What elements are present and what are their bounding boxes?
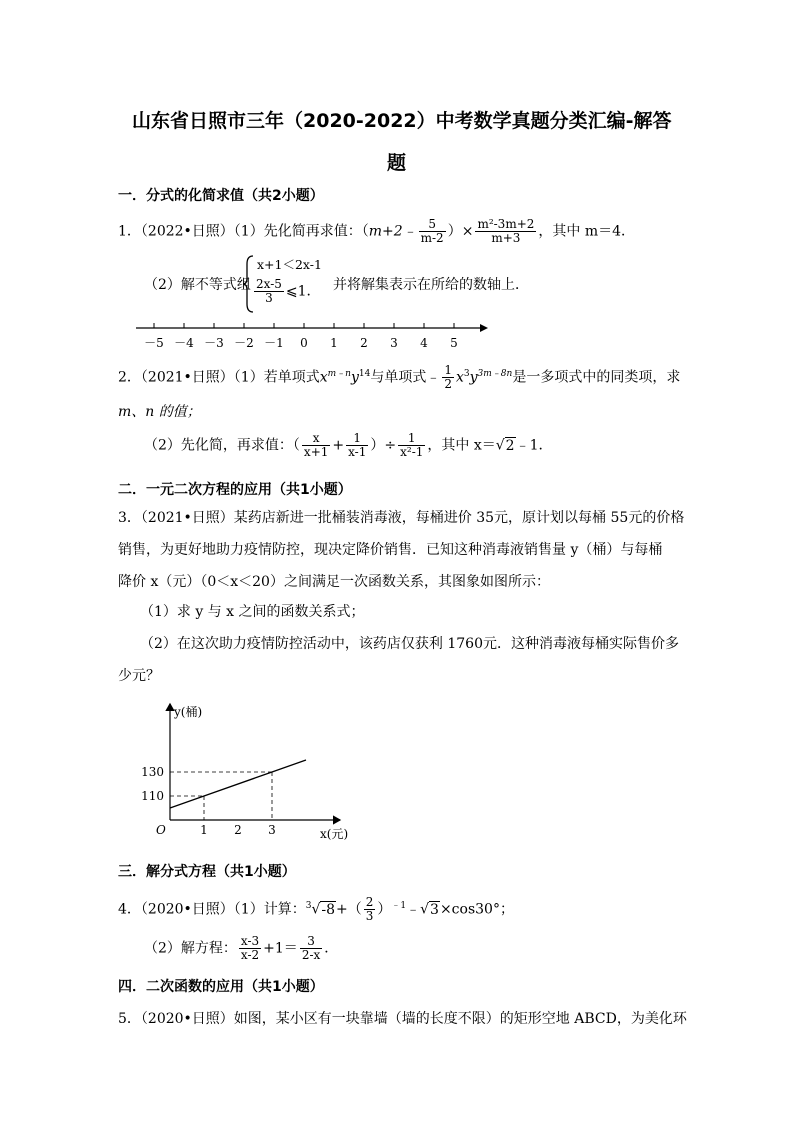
q1-part2-tail: 并将解集表示在所给的数轴上． — [333, 277, 529, 293]
q1-lead: 1．（2022•日照）（1）先化简再求值：（ — [118, 223, 369, 240]
question-4-part-1: 4．（2020•日照）（1）计算：$^3$√-8+（ $\frac{2}{3}$ ）$^{﹣1}$﹣√3×cos30°； — [118, 895, 514, 924]
question-2-part-1: 2．（2021•日照）（1）若单项式$x^{m﹣n}y^{14}$与单项式﹣ $\frac{1}{2}$ $x^3y^{3m﹣8n}$是一多项式中的同类项，求 — [118, 363, 681, 392]
page-title-cont: 题 — [387, 152, 407, 174]
q3-part1: （1）求 y 与 x 之间的函数关系式； — [140, 604, 365, 620]
q1-expr: m+2﹣ — [368, 223, 417, 240]
tick-label: 0 — [300, 336, 308, 350]
inequality-1: x+1＜2x-1 — [257, 257, 322, 272]
x-tick-label: 3 — [268, 823, 276, 837]
inequality-2: $\frac{2x-5}{3}$ ⩽1． — [256, 277, 321, 305]
tick-label: 1 — [330, 336, 338, 350]
fraction: $\frac{\text{m²-3m+2}}{m+3}$ — [477, 217, 535, 245]
q3-line3: 降价 x（元）（0＜x＜20）之间满足一次函数关系，其图象如图所示： — [118, 574, 550, 590]
fraction: $\frac{x}{x+1}$ — [303, 431, 329, 459]
q2-line2: m、n 的值； — [118, 404, 201, 420]
q5-line1: 5．（2020•日照）如图，某小区有一块靠墙（墙的长度不限）的矩形空地 ABCD，为美化环 — [118, 1011, 687, 1027]
series-line — [170, 760, 306, 808]
tick-label: －1 — [264, 336, 284, 350]
x-axis-label: x(元) — [320, 827, 349, 841]
tick-label: 4 — [420, 336, 428, 350]
tick-label: －5 — [144, 336, 164, 350]
x-tick-label: 2 — [234, 823, 242, 837]
question-2-part-2: （2）先化简，再求值：（ $\frac{x}{x+1}$ + $\frac{1}{x-1}$ ）÷ $\frac{1}{\text{x²-1}}$ ，其中 x＝√2﹣1． — [144, 431, 553, 459]
function-graph — [140, 696, 360, 846]
fraction: $\frac{x-3}{x-2}$ — [240, 934, 260, 962]
question-4-part-2: （2）解方程： $\frac{x-3}{x-2}$ +1＝ $\frac{3}{2-x}$ ． — [144, 934, 339, 962]
tick-label: －3 — [204, 336, 224, 350]
q1-part2-lead: （2）解不等式组 — [144, 277, 251, 293]
fraction: $\frac{1}{\text{x²-1}}$ — [400, 431, 424, 459]
y-axis-label: y(桶) — [174, 705, 203, 719]
x-tick-label: 1 — [200, 823, 208, 837]
arrow-icon — [480, 324, 488, 332]
question-1-part-1 — [118, 218, 635, 245]
q3-line1: 3．（2021•日照）某药店新进一批桶装消毒液，每桶进价 35元，原计划以每桶 55元的价格 — [118, 510, 685, 526]
number-line — [130, 318, 490, 354]
section-heading: 四．二次函数的应用（共1小题） — [118, 979, 324, 995]
fraction: $\frac{5}{m-2}$ — [420, 217, 444, 245]
fraction: $\frac{1}{x-1}$ — [348, 431, 367, 459]
tick-label: －2 — [234, 336, 254, 350]
tick-label: 5 — [450, 336, 458, 350]
tick-label: 2 — [360, 336, 368, 350]
section-heading: 一．分式的化简求值（共2小题） — [118, 188, 324, 204]
origin-label: O — [156, 823, 166, 837]
tick-label: 3 — [390, 336, 398, 350]
section-heading: 二．一元二次方程的应用（共1小题） — [118, 482, 352, 498]
fraction: $\frac{2}{3}$ — [365, 895, 374, 924]
q3-line2: 销售，为更好地助力疫情防控，现决定降价销售．已知这种消毒液销售量 y（桶）与每桶 — [118, 542, 663, 558]
q1-times: ）× — [447, 223, 474, 240]
y-tick-label: 110 — [141, 789, 164, 803]
fraction: $\frac{3}{2-x}$ — [301, 934, 321, 962]
y-tick-label: 130 — [141, 765, 164, 779]
fraction: $\frac{1}{2}$ — [444, 363, 452, 392]
tick-label: －4 — [174, 336, 194, 350]
q1-tail: ，其中 m＝4． — [538, 223, 636, 240]
page-title: 山东省日照市三年（2020-2022）中考数学真题分类汇编-解答 — [132, 110, 672, 132]
q3-part2: （2）在这次助力疫情防控活动中，该药店仅获利 1760元．这种消毒液每桶实际售价多 — [140, 636, 679, 652]
q3-part2-cont: 少元？ — [118, 668, 160, 684]
fraction: $\frac{2x-5}{3}$ — [256, 277, 282, 305]
section-heading: 三．解分式方程（共1小题） — [118, 864, 296, 880]
